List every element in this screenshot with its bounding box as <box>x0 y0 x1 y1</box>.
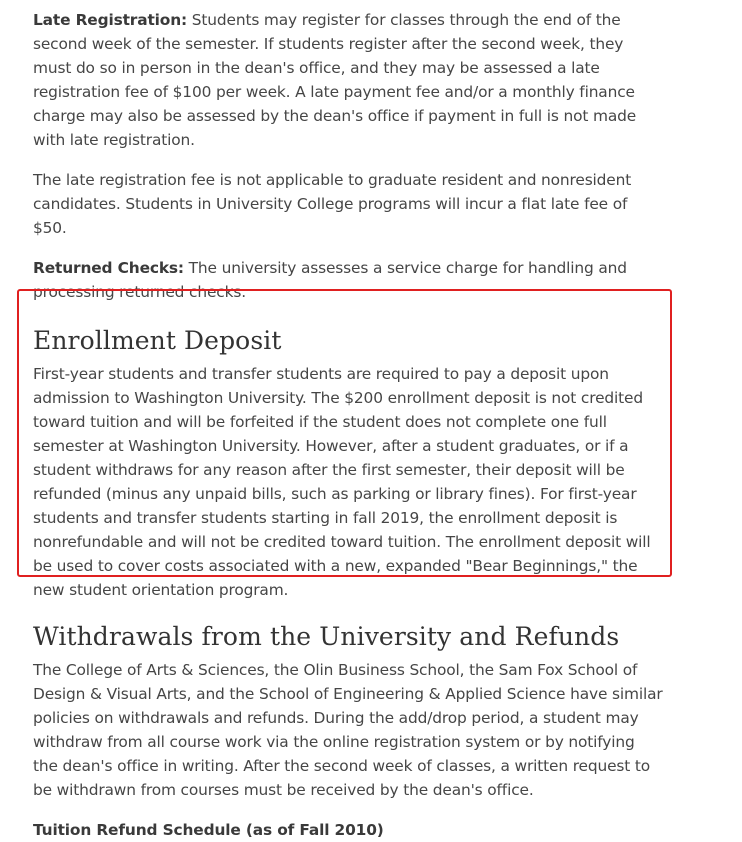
returned-checks-paragraph <box>33 256 663 304</box>
returned-checks-label: Returned Checks: <box>33 259 184 277</box>
late-registration-paragraph <box>33 8 663 152</box>
document-body <box>33 8 663 842</box>
late-registration-label: Late Registration: <box>33 11 188 29</box>
withdrawals-paragraph: The College of Arts & Sciences, the Olin Business School, the Sam Fox School of Design & Visual Arts, and the School of Engineering & Applied Science have similar policies on withdrawals and refunds. During the add/drop period, a student may withdraw from all course work via the online registration system or by notifying the dean's office in writing. After the second week of classes, a written request to be withdrawn from courses must be received by the dean's office. <box>33 661 663 799</box>
enrollment-deposit-paragraph: First-year students and transfer students are required to pay a deposit upon admission to Washington University. The $200 enrollment deposit is not credited toward tuition and will be forfeited if the student does not complete one full semester at Washington University. However, after a student graduates, or if a student withdraws for any reason after the first semester, their deposit will be refunded (minus any unpaid bills, such as parking or library fines). For first-year students and transfer students starting in fall 2019, the enrollment deposit is nonrefundable and will not be credited toward tuition. The enrollment deposit will be used to cover costs associated with a new, expanded "Bear Beginnings," the new student orientation program. <box>33 365 651 599</box>
returned-checks-text: The university assesses a service charge for handling and processing returned checks. <box>33 259 627 301</box>
enrollment-deposit-heading: Enrollment Deposit <box>33 326 282 355</box>
late-fee-note-paragraph: The late registration fee is not applicable to graduate resident and nonresident candidates. Students in University College programs will incur a flat late fee of $50. <box>33 171 632 237</box>
refund-schedule-label: Tuition Refund Schedule (as of Fall 2010) <box>33 821 384 839</box>
late-registration-text: Students may register for classes through the end of the second week of the semester. If students register after the second week, they must do so in person in the dean's office, and they may be assessed a late registration fee of $100 per week. A late payment fee and/or a monthly finance charge may also be assessed by the dean's office if payment in full is not made with late registration. <box>33 11 637 149</box>
withdrawals-heading: Withdrawals from the University and Refunds <box>33 622 620 651</box>
